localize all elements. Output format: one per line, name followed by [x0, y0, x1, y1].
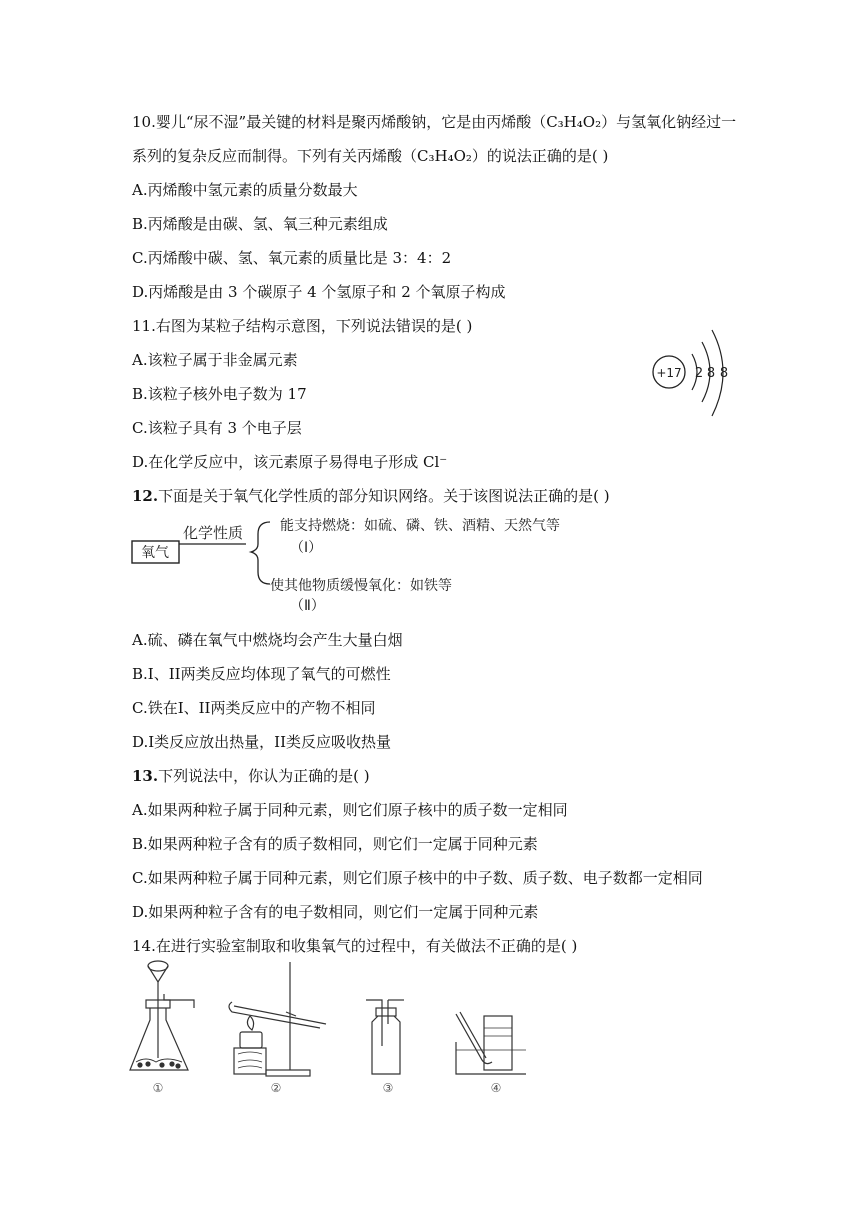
apparatus-label-2: ② [270, 1081, 282, 1095]
q12-stem [132, 486, 610, 506]
branch-slow-oxidation-tag: （Ⅱ） [290, 598, 325, 614]
oxygen-knowledge-diagram [130, 512, 600, 616]
chemical-property-label: 化学性质 [182, 524, 244, 542]
atom-shell-2: 8 [706, 366, 716, 381]
q13-option-a: A.如果两种粒子属于同种元素，则它们原子核中的质子数一定相同 [132, 801, 568, 819]
q11-option-d: D.在化学反应中，该元素原子易得电子形成 Cl⁻ [132, 453, 448, 471]
q12-option-c: C.铁在I、II两类反应中的产物不相同 [132, 699, 376, 717]
atom-structure-diagram [648, 318, 748, 430]
q13-option-d: D.如果两种粒子含有的电子数相同，则它们一定属于同种元素 [132, 903, 539, 921]
q12-stem-text: 下面是关于氧气化学性质的部分知识网络。关于该图说法正确的是( ) [158, 487, 610, 505]
q12-number: 12. [132, 487, 159, 505]
apparatus-illustrations [126, 958, 526, 1098]
atom-shell-1: 2 [694, 366, 704, 381]
q13-option-c: C.如果两种粒子属于同种元素，则它们原子核中的中子数、质子数、电子数都一定相同 [132, 869, 703, 887]
q10-option-c: C.丙烯酸中碳、氢、氧元素的质量比是 3：4：2 [132, 249, 452, 267]
q13-stem [132, 766, 370, 786]
q10-stem-line1: 10.婴儿“尿不湿”最关键的材料是聚丙烯酸钠，它是由丙烯酸（C₃H₄O₂）与氢氧化钠经过一 [132, 113, 737, 131]
q11-option-a: A.该粒子属于非金属元素 [132, 351, 298, 369]
apparatus-flask-with-funnel [130, 961, 194, 1070]
apparatus-label-1: ① [152, 1081, 164, 1095]
q13-stem-text: 下列说法中，你认为正确的是( ) [158, 767, 370, 785]
atom-nucleus-label: +17 [656, 366, 682, 380]
apparatus-gas-bottle [366, 1000, 404, 1074]
q10-stem-line2: 系列的复杂反应而制得。下列有关丙烯酸（C₃H₄O₂）的说法正确的是( ) [132, 147, 609, 165]
q12-option-d: D.I类反应放出热量，II类反应吸收热量 [132, 733, 392, 751]
oxygen-box-label: 氧气 [141, 545, 169, 561]
q10-option-d: D.丙烯酸是由 3 个碳原子 4 个氢原子和 2 个氧原子构成 [132, 283, 506, 301]
q11-option-b: B.该粒子核外电子数为 17 [132, 385, 307, 403]
apparatus-label-4: ④ [490, 1081, 502, 1095]
branch-combustion-text: 能支持燃烧：如硫、磷、铁、酒精、天然气等 [280, 518, 560, 534]
q13-option-b: B.如果两种粒子含有的质子数相同，则它们一定属于同种元素 [132, 835, 538, 853]
q10-option-a: A.丙烯酸中氢元素的质量分数最大 [132, 181, 358, 199]
q13-number: 13. [132, 767, 159, 785]
atom-shell-3: 8 [719, 366, 729, 381]
branch-combustion-tag: （Ⅰ） [290, 540, 323, 556]
q12-option-a: A.硫、磷在氧气中燃烧均会产生大量白烟 [132, 631, 403, 649]
apparatus-heated-test-tube [229, 962, 326, 1076]
apparatus-water-trough [456, 1012, 526, 1074]
q12-option-b: B.I、II两类反应均体现了氧气的可燃性 [132, 665, 391, 683]
q11-option-c: C.该粒子具有 3 个电子层 [132, 419, 302, 437]
apparatus-label-3: ③ [382, 1081, 394, 1095]
branch-slow-oxidation-text: 使其他物质缓慢氧化：如铁等 [270, 578, 452, 594]
q14-stem: 14.在进行实验室制取和收集氧气的过程中，有关做法不正确的是( ) [132, 937, 578, 955]
q11-stem: 11.右图为某粒子结构示意图，下列说法错误的是( ) [132, 317, 473, 335]
q10-option-b: B.丙烯酸是由碳、氢、氧三种元素组成 [132, 215, 388, 233]
